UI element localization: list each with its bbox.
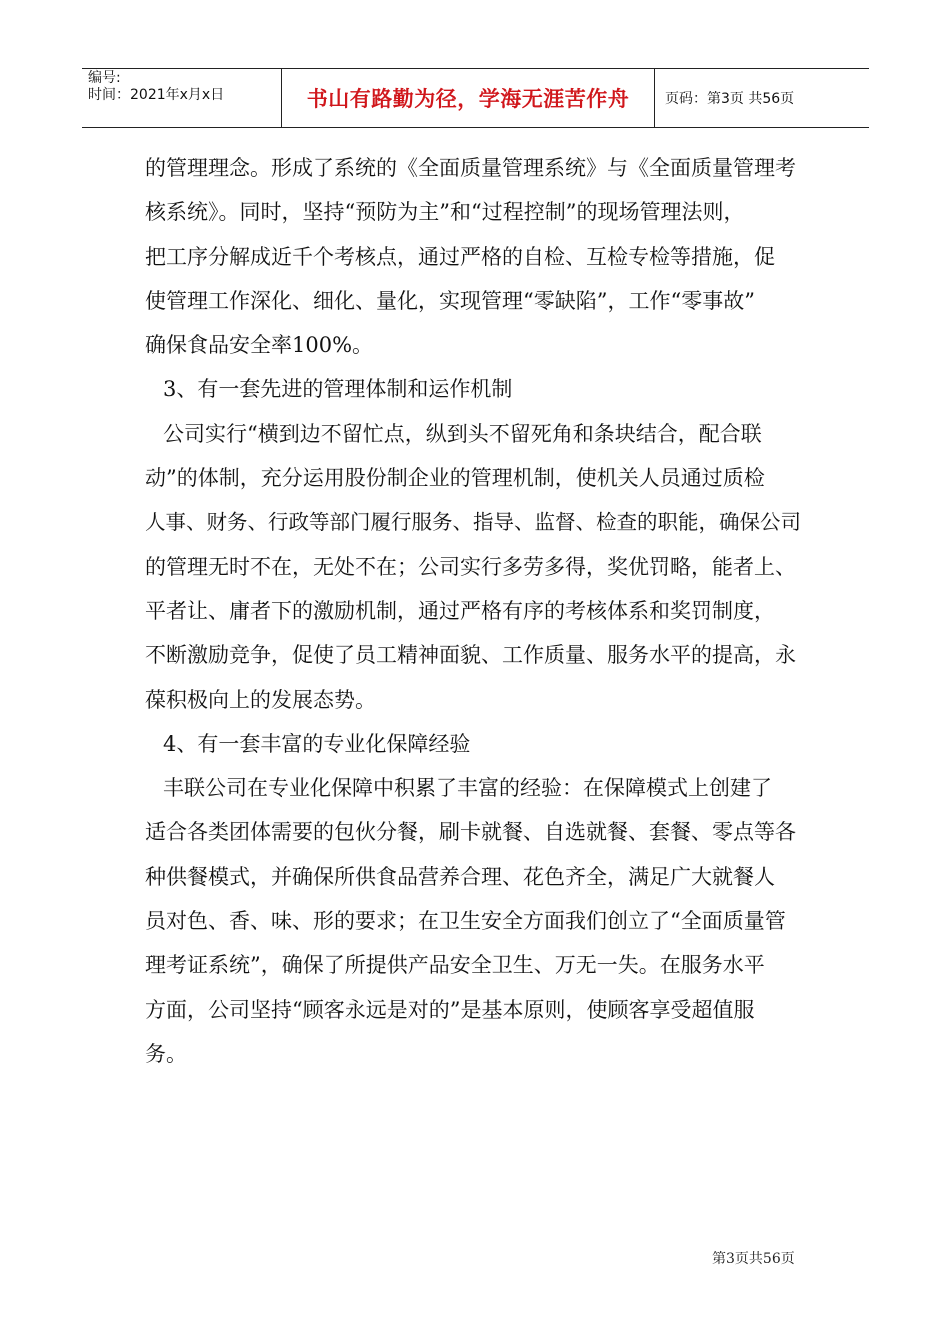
text-line: 使管理工作深化、细化、量化，实现管理“零缺陷”，工作“零事故” <box>145 288 755 313</box>
text-line: 公司实行“横到边不留忙点，纵到头不留死角和条块结合，配合联 <box>163 421 762 446</box>
text-line: 适合各类团体需要的包伙分餐，刷卡就餐、自选就餐、套餐、零点等各 <box>145 820 796 845</box>
header-page-cell <box>655 69 869 127</box>
section-heading-4: 4、有一套丰富的专业化保障经验 <box>163 731 471 756</box>
text-line: 不断激励竞争，促使了员工精神面貌、工作质量、服务水平的提高，永 <box>145 643 796 668</box>
text-line: 平者让、庸者下的激励机制，通过严格有序的考核体系和奖罚制度， <box>145 598 775 623</box>
section-heading-3: 3、有一套先进的管理体制和运作机制 <box>163 377 513 402</box>
text-line: 把工序分解成近千个考核点，通过严格的自检、互检专检等措施，促 <box>145 244 775 269</box>
header-page-number: 页码：第3页 共56页 <box>665 91 795 107</box>
page-footer: 第3页共56页 <box>712 1251 795 1267</box>
paragraph-service-experience <box>145 766 807 1076</box>
document-date-label: 时间：2021年x月x日 <box>88 87 225 103</box>
paragraph-management-concept <box>145 146 807 367</box>
text-line: 的管理理念。形成了系统的《全面质量管理系统》与《全面质量管理考 <box>145 156 796 180</box>
text-line: 葆积极向上的发展态势。 <box>145 687 376 712</box>
header-meta-cell <box>82 69 282 127</box>
text-line: 动”的体制，充分运用股份制企业的管理机制，使机关人员通过质检 <box>145 466 765 491</box>
paragraph-management-system <box>145 412 807 722</box>
text-line: 确保食品安全率100%。 <box>145 333 374 358</box>
text-line: 方面，公司坚持“顾客永远是对的”是基本原则，使顾客享受超值服 <box>145 997 755 1022</box>
text-line: 的管理无时不在，无处不在；公司实行多劳多得，奖优罚略，能者上、 <box>145 554 796 579</box>
document-number-label: 编号: <box>88 70 121 86</box>
text-line: 务。 <box>145 1041 187 1066</box>
header-motto-cell <box>282 69 655 127</box>
text-line: 理考证系统”，确保了所提供产品安全卫生、万无一失。在服务水平 <box>145 953 765 978</box>
text-line: 核系统》。同时，坚持“预防为主”和“过程控制”的现场管理法则， <box>145 200 745 225</box>
text-line: 丰联公司在专业化保障中积累了丰富的经验：在保障模式上创建了 <box>163 776 772 801</box>
text-line: 员对色、香、味、形的要求；在卫生安全方面我们创立了“全面质量管 <box>145 909 786 934</box>
page-header <box>82 68 869 128</box>
text-line: 种供餐模式，并确保所供食品营养合理、花色齐全，满足广大就餐人 <box>145 864 775 889</box>
header-motto: 书山有路勤为径，学海无涯苦作舟 <box>306 87 630 111</box>
document-body <box>145 146 807 1076</box>
text-line: 人事、财务、行政等部门履行服务、指导、监督、检查的职能，确保公司 <box>145 510 801 535</box>
